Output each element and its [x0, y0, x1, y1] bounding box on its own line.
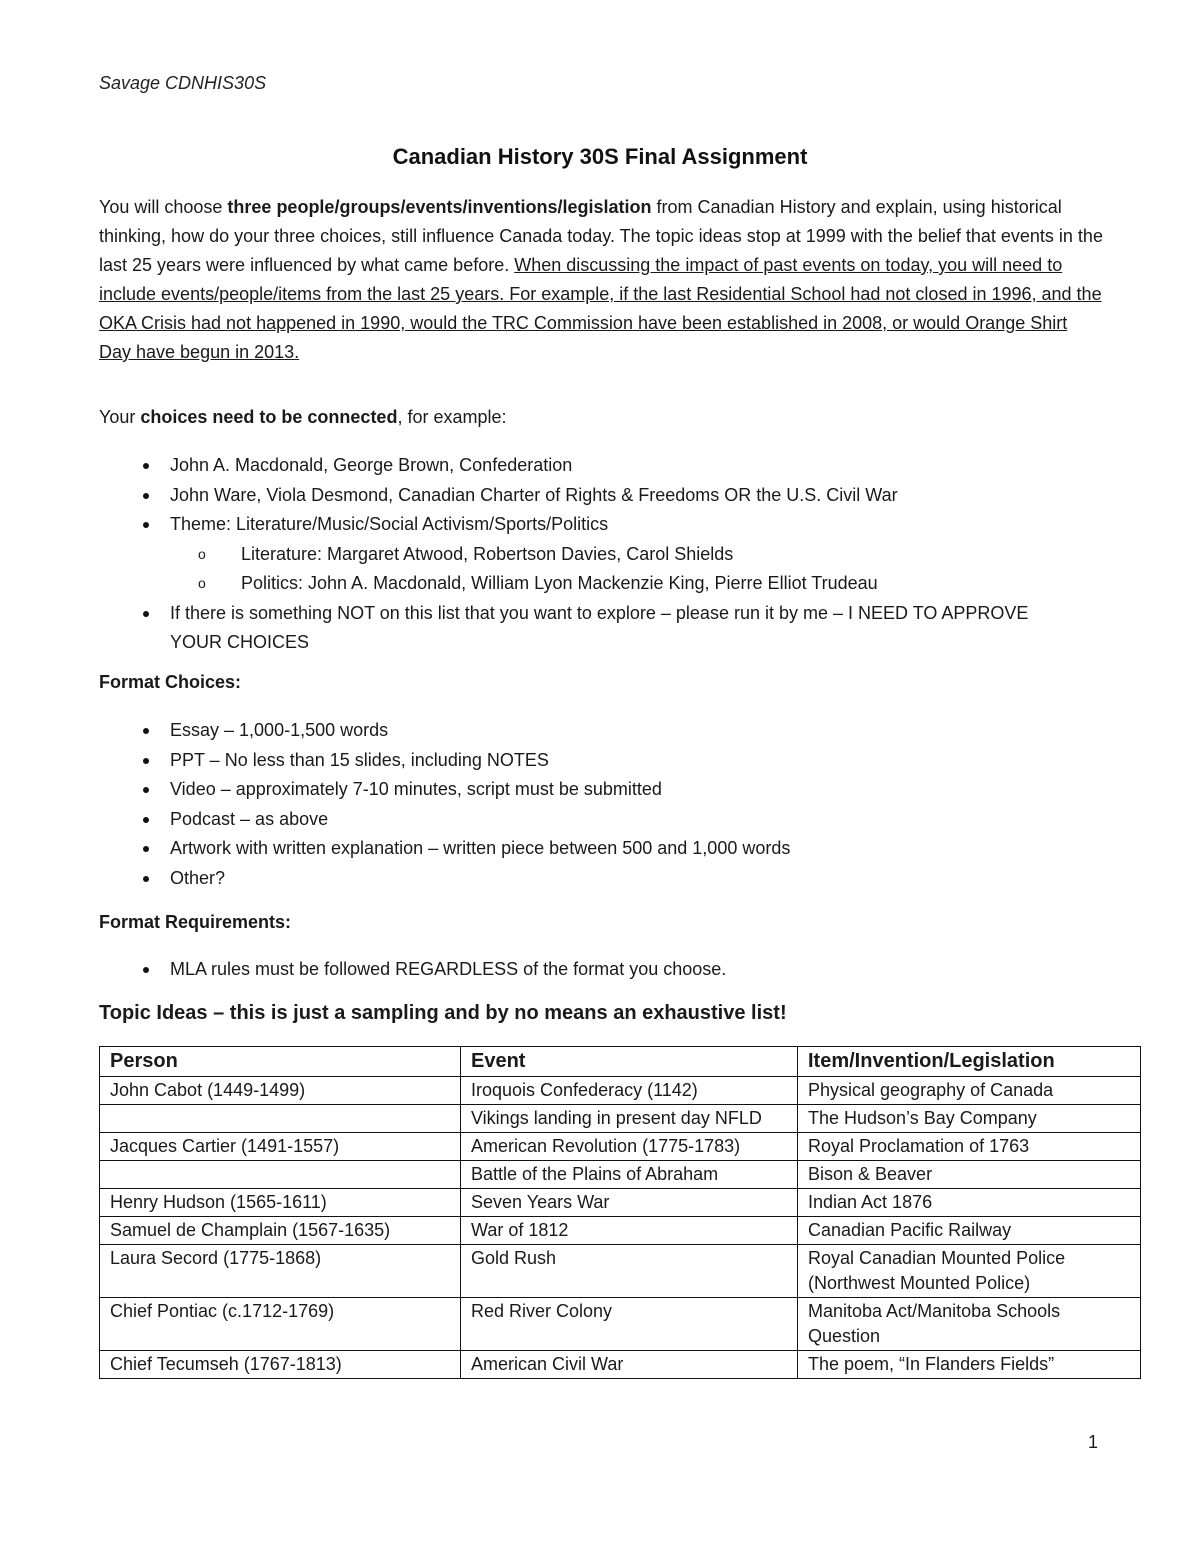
list-item: PPT – No less than 15 slides, including NOTES [99, 746, 1099, 776]
table-header-row [100, 1047, 1141, 1077]
table-cell: Seven Years War [461, 1189, 798, 1217]
table-cell: Vikings landing in present day NFLD [461, 1105, 798, 1133]
column-header-event: Event [461, 1047, 798, 1077]
table-cell: Jacques Cartier (1491-1557) [100, 1133, 461, 1161]
table-row [100, 1105, 1141, 1133]
table-cell [100, 1161, 461, 1189]
table-cell: Henry Hudson (1565-1611) [100, 1189, 461, 1217]
table-cell: The poem, “In Flanders Fields” [798, 1351, 1141, 1379]
page-number: 1 [1088, 1432, 1099, 1452]
table-row [100, 1217, 1141, 1245]
table-cell [100, 1105, 461, 1133]
list-item: MLA rules must be followed REGARDLESS of the format you choose. [99, 955, 1099, 985]
theme-sub-list [170, 540, 1099, 599]
intro-underlined-text: When discussing the impact of past events on today, you will need to include events/people/items from the last 25 years. For example, if the last Residential School had not closed in 1996, and the OKA Crisis had not happened in 1990, would the TRC Commission have been established in 2008, or would Orange Shirt Day have begun in 2013. [99, 255, 1102, 362]
table-cell: Chief Pontiac (c.1712-1769) [100, 1298, 461, 1351]
table-cell: American Civil War [461, 1351, 798, 1379]
table-cell: Manitoba Act/Manitoba Schools Question [798, 1298, 1141, 1351]
table-cell: John Cabot (1449-1499) [100, 1077, 461, 1105]
table-row [100, 1189, 1141, 1217]
list-item: John A. Macdonald, George Brown, Confederation [99, 451, 1099, 481]
sub-list-item: o Literature: Margaret Atwood, Robertson Davies, Carol Shields [170, 540, 1099, 570]
topic-ideas-table [99, 1046, 1141, 1379]
table-row [100, 1245, 1141, 1298]
table-cell: Iroquois Confederacy (1142) [461, 1077, 798, 1105]
column-header-person: Person [100, 1047, 461, 1077]
table-cell: Chief Tecumseh (1767-1813) [100, 1351, 461, 1379]
list-item: Essay – 1,000-1,500 words [99, 716, 1099, 746]
choices-lead-text: Your [99, 407, 141, 427]
list-item: If there is something NOT on this list that you want to explore – please run it by me – I NEED TO APPROVE YOUR CHOICES [99, 599, 1099, 658]
table-cell: War of 1812 [461, 1217, 798, 1245]
table-row [100, 1351, 1141, 1379]
intro-text-2: from Canadian History and explain, using historical thinking, how do your three choices, still influence Canada today. The topic ideas stop at 1999 with the belief that events in the last 25 years were influenced by what came before. [99, 197, 1103, 275]
table-cell: Battle of the Plains of Abraham [461, 1161, 798, 1189]
table-cell: Royal Canadian Mounted Police (Northwest Mounted Police) [798, 1245, 1141, 1298]
table-row [100, 1298, 1141, 1351]
document-title: Canadian History 30S Final Assignment [392, 144, 808, 169]
table-cell: Gold Rush [461, 1245, 798, 1298]
table-cell: Red River Colony [461, 1298, 798, 1351]
list-item [99, 510, 1099, 599]
intro-paragraph [99, 193, 1104, 367]
intro-bold-choice: three people/groups/events/inventions/legislation [227, 197, 652, 217]
table-row [100, 1161, 1141, 1189]
sub-list-item: o Politics: John A. Macdonald, William Lyon Mackenzie King, Pierre Elliot Trudeau [170, 569, 1099, 599]
choices-bold: choices need to be connected [140, 407, 398, 427]
choices-tail: , for example: [397, 407, 507, 427]
format-choices-heading-text: Format Choices: [99, 672, 242, 692]
table-cell: Bison & Beaver [798, 1161, 1141, 1189]
table-cell: Laura Secord (1775-1868) [100, 1245, 461, 1298]
table-cell: Physical geography of Canada [798, 1077, 1141, 1105]
header-note: Savage CDNHIS30S [99, 73, 267, 93]
table-cell: The Hudson’s Bay Company [798, 1105, 1141, 1133]
topic-ideas-heading: Topic Ideas – this is just a sampling and by no means an exhaustive list! [99, 1002, 787, 1024]
format-requirements-heading [99, 912, 291, 933]
intro-text-1: You will choose [99, 197, 228, 217]
format-requirements-heading-text: Format Requirements: [99, 912, 292, 932]
table-row [100, 1077, 1141, 1105]
list-item: Video – approximately 7-10 minutes, script must be submitted [99, 775, 1099, 805]
table-cell: Canadian Pacific Railway [798, 1217, 1141, 1245]
format-choices-list [99, 716, 1099, 893]
table-cell: American Revolution (1775-1783) [461, 1133, 798, 1161]
list-item: John Ware, Viola Desmond, Canadian Charter of Rights & Freedoms OR the U.S. Civil War [99, 481, 1099, 511]
list-item: Artwork with written explanation – written piece between 500 and 1,000 words [99, 834, 1099, 864]
choices-lead [99, 407, 506, 428]
format-requirements-list [99, 955, 1099, 985]
choices-list [99, 451, 1099, 658]
list-item: Other? [99, 864, 1099, 894]
list-item-text: Theme: Literature/Music/Social Activism/Sports/Politics [170, 514, 609, 534]
column-header-item: Item/Invention/Legislation [798, 1047, 1141, 1077]
format-choices-heading [99, 672, 241, 693]
table-row [100, 1133, 1141, 1161]
list-item: Podcast – as above [99, 805, 1099, 835]
table-cell: Royal Proclamation of 1763 [798, 1133, 1141, 1161]
table-cell: Samuel de Champlain (1567-1635) [100, 1217, 461, 1245]
table-cell: Indian Act 1876 [798, 1189, 1141, 1217]
